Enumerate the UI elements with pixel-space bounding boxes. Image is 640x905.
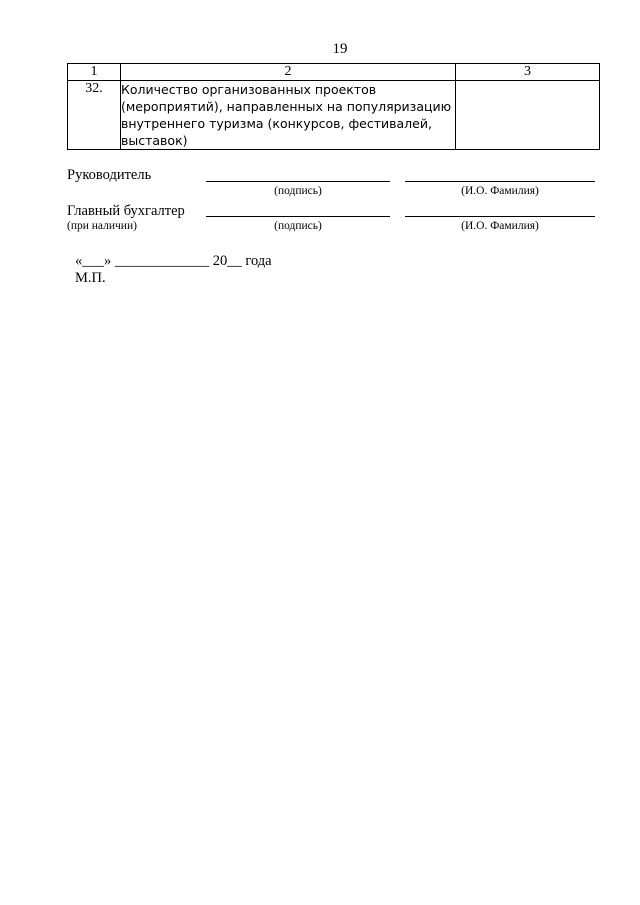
accountant-sublabel: (при наличии) (67, 220, 137, 232)
accountant-name-line (405, 216, 595, 217)
accountant-signature-line (206, 216, 390, 217)
table-header-row (68, 64, 600, 81)
accountant-name-caption: (И.О. Фамилия) (461, 220, 539, 232)
indicator-table (67, 63, 600, 150)
page-number: 19 (332, 41, 348, 57)
head-name-line (405, 181, 595, 182)
row-value (456, 81, 600, 150)
row-description-line: внутреннего туризма (конкурсов, фестивалей, (121, 116, 432, 131)
stamp-placeholder: М.П. (75, 270, 106, 286)
row-description-line: выставок) (121, 133, 188, 148)
column-header-1: 1 (68, 64, 121, 81)
head-name-caption: (И.О. Фамилия) (461, 185, 539, 197)
head-signature-line (206, 181, 390, 182)
column-header-3: 3 (456, 64, 600, 81)
row-number: 32. (68, 81, 121, 150)
column-header-2: 2 (121, 64, 456, 81)
table-row (68, 81, 600, 150)
date-line: «___» _____________ 20__ года (75, 253, 272, 269)
head-label: Руководитель (67, 167, 152, 183)
row-description-line: (мероприятий), направленных на популяризацию (121, 99, 452, 114)
head-signature-caption: (подпись) (274, 185, 322, 197)
row-description (121, 81, 456, 150)
row-description-line: Количество организованных проектов (121, 82, 377, 97)
accountant-label: Главный бухгалтер (67, 203, 185, 219)
accountant-signature-caption: (подпись) (274, 220, 322, 232)
